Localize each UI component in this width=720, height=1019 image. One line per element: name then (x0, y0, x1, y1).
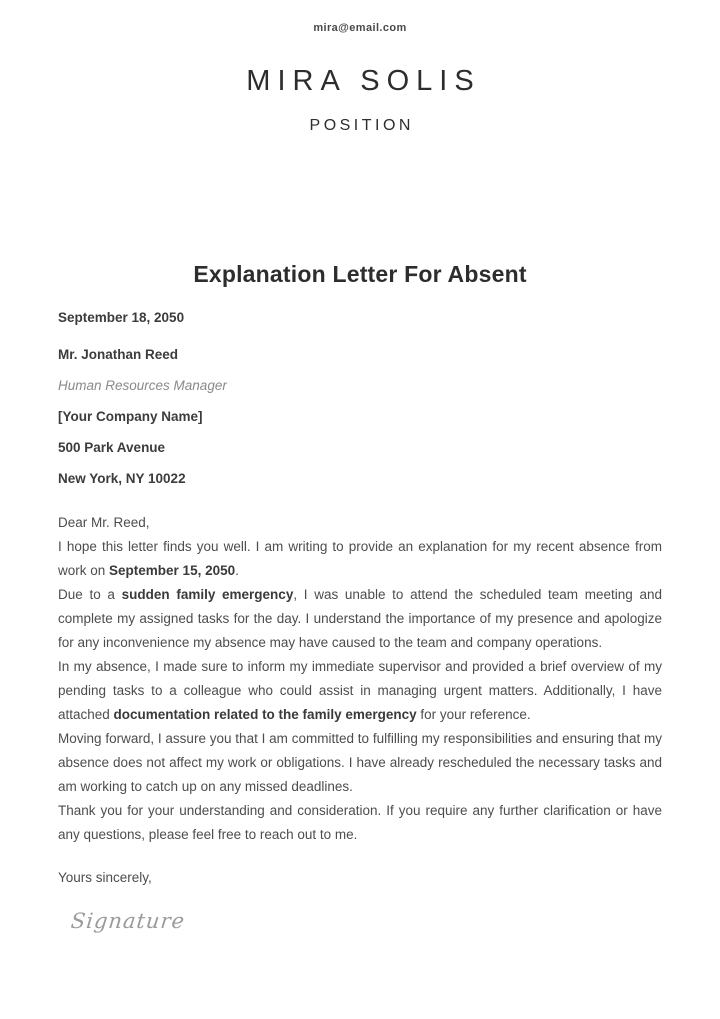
document-title: Explanation Letter For Absent (193, 261, 527, 287)
recipient-address-line2: New York, NY 10022 (58, 471, 186, 486)
letter-date: September 18, 2050 (58, 310, 185, 325)
letter-content (58, 261, 662, 933)
signature-script: Signature (69, 909, 187, 933)
closing-phrase: Yours sincerely, (58, 870, 152, 885)
sender-name: MIRA SOLIS (246, 65, 481, 97)
text-run: for your reference. (416, 707, 531, 722)
sender-position: POSITION (309, 117, 414, 134)
text-run: I hope this letter finds you well. I am writing to provide an explanation for my recent absence from work on (58, 539, 662, 578)
text-run: , I was unable to attend the scheduled team meeting and complete my assigned tasks for the day. I understand the importance of my presence and apologize for any inconvenience my absence may have caused to the team and company operations. (58, 587, 662, 650)
body-paragraph (58, 727, 662, 799)
body-paragraph (58, 799, 662, 847)
text-run: In my absence, I made sure to inform my immediate supervisor and provided a brief overview of my pending tasks to a colleague who could assist in managing urgent matters. Additionally, I have attached (58, 659, 662, 722)
body-paragraph (58, 655, 662, 727)
bold-text: September 15, 2050 (109, 563, 236, 578)
text-run: Moving forward, I assure you that I am committed to fulfilling my responsibilities and ensuring that my absence does not affect my work or obligations. I have already rescheduled the necessary tasks and am working to catch up on any missed deadlines. (58, 731, 662, 794)
bold-text: sudden family emergency (121, 587, 294, 602)
recipient-role: Human Resources Manager (58, 378, 227, 393)
body-paragraphs (58, 535, 662, 847)
recipient-block (58, 346, 662, 488)
body-paragraph (58, 583, 662, 655)
letter-body (58, 511, 662, 847)
body-paragraph (58, 535, 662, 583)
text-run: . (235, 563, 239, 578)
recipient-company: [Your Company Name] (58, 409, 203, 424)
bold-text: documentation related to the family emergency (113, 707, 417, 722)
recipient-address-line1: 500 Park Avenue (58, 440, 166, 455)
salutation: Dear Mr. Reed, (58, 515, 150, 530)
text-run: Thank you for your understanding and consideration. If you require any further clarification or have any questions, please feel free to reach out to me. (58, 803, 662, 842)
signature-area (58, 890, 662, 933)
recipient-name: Mr. Jonathan Reed (58, 347, 179, 362)
contact-email: mira@email.com (313, 22, 407, 34)
text-run: Due to a (58, 587, 122, 602)
letterhead (58, 22, 662, 135)
